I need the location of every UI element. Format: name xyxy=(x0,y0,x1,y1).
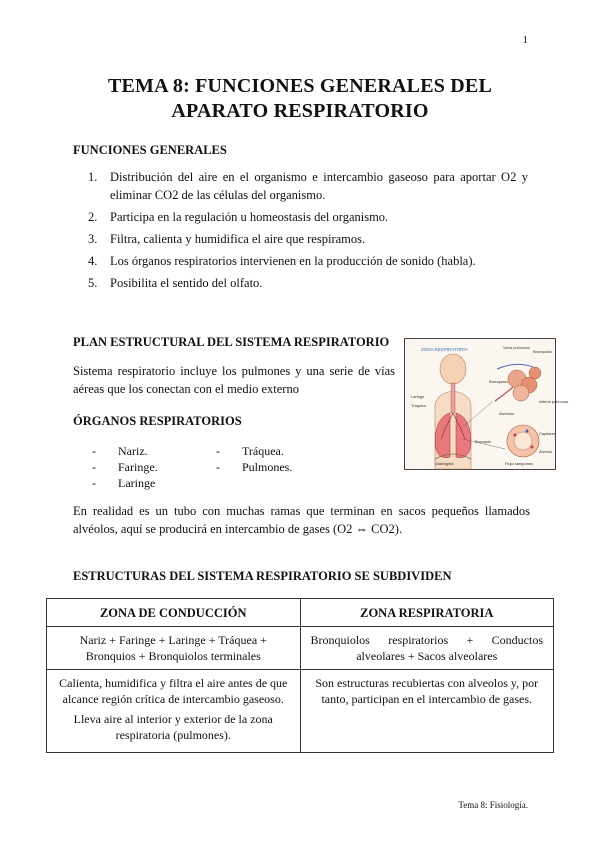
function-item: 4. Los órganos respiratorios intervienen en la producción de sonido (habla). xyxy=(88,254,476,268)
figure-label: Diafragma xyxy=(435,461,454,466)
plan-heading: PLAN ESTRUCTURAL DEL SISTEMA RESPIRATORIO xyxy=(73,335,390,349)
figure-label: Capilares xyxy=(539,431,556,436)
table-header-row xyxy=(47,599,554,627)
figure-label: Tráquea xyxy=(411,403,426,408)
functions-heading: FUNCIONES GENERALES xyxy=(73,143,227,157)
conduction-function-2: Lleva aire al interior y exterior de la zona respiratoria (pulmones). xyxy=(73,712,273,742)
zones-table xyxy=(46,598,554,753)
plan-text: Sistema respiratorio incluye los pulmones y una serie de vías aéreas que los conectan con el medio externo xyxy=(73,364,395,396)
respiratory-structures: Bronquiolos respiratorios + Conductos alveolares + Sacos alveolares xyxy=(300,627,554,670)
respiratory-functions: Son estructuras recubiertas con alveolos y, por tanto, participan en el intercambio de gases. xyxy=(300,670,554,753)
title-line-1: TEMA 8: FUNCIONES GENERALES DEL xyxy=(107,75,493,97)
respiratory-system-illustration xyxy=(404,338,569,470)
alveoli-paragraph: En realidad es un tubo con muchas ramas que terminan en sacos pequeños llamados alvéolos, aquí se producirá en intercambio de gases (O2 ⇔ CO2). xyxy=(73,504,530,536)
table-row xyxy=(47,627,554,670)
table-row xyxy=(47,670,554,753)
figure-caption: ZONA RESPIRATORIA xyxy=(421,347,468,352)
figure-label: Arteria pulmonar xyxy=(539,399,569,404)
function-item: 5. Posibilita el sentido del olfato. xyxy=(88,276,263,290)
function-item: 1. Distribución del aire en el organismo e intercambio gaseoso para aportar O2 y eliminar CO2 de las células del organismo. xyxy=(88,170,528,202)
structures-heading: ESTRUCTURAS DEL SISTEMA RESPIRATORIO SE SUBDIVIDEN xyxy=(73,569,452,583)
conduction-function-1: Calienta, humidifica y filtra el aire antes de que alcance región crítica de intercambio gaseoso. xyxy=(59,676,288,706)
figure-label: Laringe xyxy=(411,394,425,399)
organs-list-2 xyxy=(216,443,292,475)
conduction-functions xyxy=(47,670,301,753)
organs-heading: ÓRGANOS RESPIRATORIOS xyxy=(73,414,242,428)
footer: Tema 8: Fisiología. xyxy=(458,800,528,810)
list-item: - Faringe. xyxy=(92,460,158,474)
conduction-zone-header: ZONA DE CONDUCCIÓN xyxy=(47,599,301,627)
page-number: 1 xyxy=(522,34,528,46)
list-item: - Nariz. xyxy=(92,444,148,458)
function-item: 3. Filtra, calienta y humidifica el aire que respiramos. xyxy=(88,232,366,246)
conduction-structures: Nariz + Faringe + Laringe + Tráquea + Bronquios + Bronquiolos terminales xyxy=(47,627,301,670)
title-line-2: APARATO RESPIRATORIO xyxy=(171,100,429,122)
figure-label: Flujo sanguíneo xyxy=(505,461,534,466)
list-item: - Pulmones. xyxy=(216,460,293,474)
respiratory-zone-header: ZONA RESPIRATORIA xyxy=(300,599,554,627)
function-item: 2. Participa en la regulación u homeostasis del organismo. xyxy=(88,210,389,224)
figure-label: Bronquio xyxy=(475,439,492,444)
figure-label: Bronquiolo xyxy=(489,379,509,384)
functions-list xyxy=(88,168,528,296)
list-item: - Tráquea. xyxy=(216,444,284,458)
figure-label: Bronquiolo xyxy=(533,349,553,354)
page-title xyxy=(0,74,600,124)
organs-list-1 xyxy=(92,443,158,491)
figure-label: Alvéolo xyxy=(539,449,553,454)
figure-label: Vena pulmonar xyxy=(503,345,530,350)
figure-label: Alvéolos xyxy=(499,411,515,416)
list-item: - Laringe xyxy=(92,476,156,490)
respiratory-diagram xyxy=(405,339,555,469)
